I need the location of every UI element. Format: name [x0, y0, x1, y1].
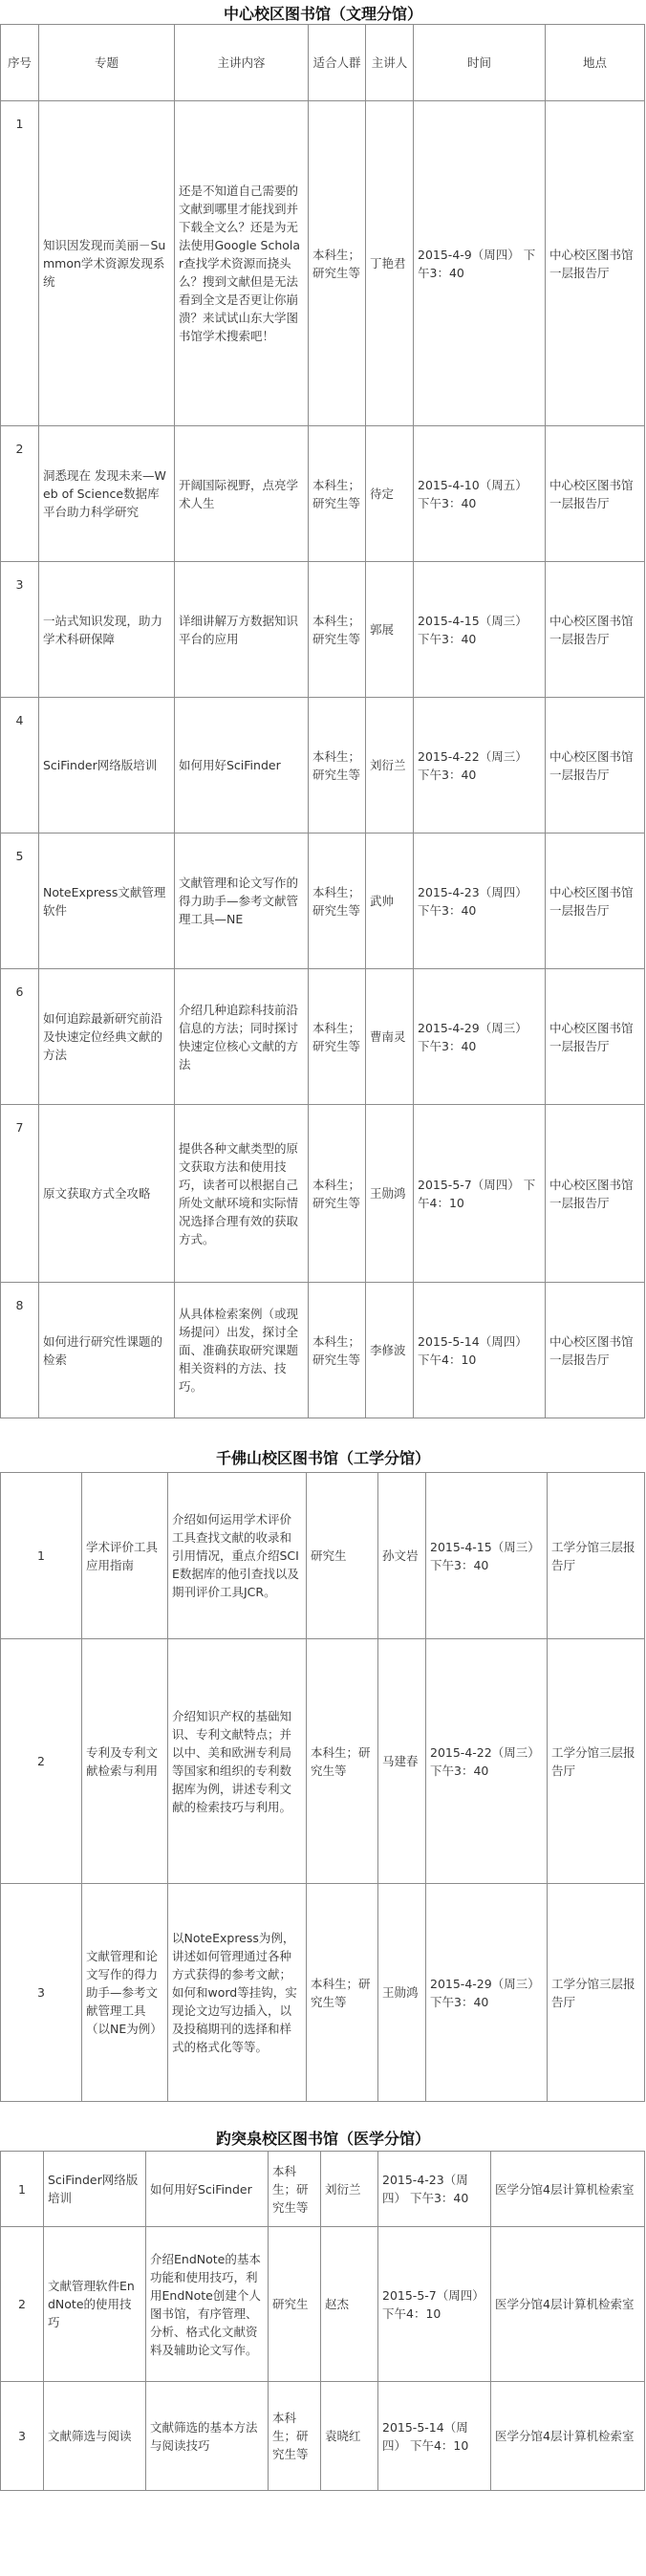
cell-location: 工学分馆三层报告厅	[548, 1639, 645, 1884]
cell-time: 2015-5-7（周四） 下午4：10	[378, 2227, 491, 2382]
cell-index: 7	[1, 1105, 39, 1283]
cell-audience: 本科生；研究生等	[309, 698, 366, 833]
cell-topic: 专利及专利文献检索与利用	[82, 1639, 168, 1884]
cell-content: 文献筛选的基本方法与阅读技巧	[146, 2382, 269, 2491]
cell-time: 2015-5-7（周四） 下午4：10	[414, 1105, 546, 1283]
cell-time: 2015-5-14（周四） 下午4：10	[378, 2382, 491, 2491]
cell-location: 中心校区图书馆 一层报告厅	[546, 1105, 645, 1283]
cell-content: 介绍如何运用学术评价工具查找文献的收录和引用情况，重点介绍SCIE数据库的他引查找以及期刊评价工具JCR。	[168, 1473, 307, 1639]
cell-speaker: 孙文岩	[378, 1473, 426, 1639]
cell-index: 4	[1, 698, 39, 833]
table-row	[1, 1639, 645, 1884]
table-row	[1, 562, 645, 698]
cell-audience: 本科生；研究生等	[309, 969, 366, 1105]
cell-audience: 本科生；研究生等	[309, 833, 366, 969]
header-topic: 专题	[39, 25, 175, 101]
cell-audience: 本科生；研究生等	[307, 1639, 378, 1884]
cell-location: 工学分馆三层报告厅	[548, 1473, 645, 1639]
cell-speaker: 赵杰	[321, 2227, 378, 2382]
table-row	[1, 426, 645, 562]
cell-time: 2015-4-29（周三） 下午3：40	[414, 969, 546, 1105]
cell-audience: 本科生；研究生等	[309, 426, 366, 562]
cell-audience: 本科生；研究生等	[309, 562, 366, 698]
cell-speaker: 武帅	[366, 833, 414, 969]
header-content: 主讲内容	[175, 25, 309, 101]
cell-speaker: 马建春	[378, 1639, 426, 1884]
cell-content: 从具体检索案例（或现场提问）出发，探讨全面、准确获取研究课题相关资料的方法、技巧。	[175, 1283, 309, 1418]
cell-location: 医学分馆4层计算机检索室	[491, 2152, 645, 2227]
cell-time: 2015-4-23（周四） 下午3：40	[378, 2152, 491, 2227]
cell-location: 中心校区图书馆 一层报告厅	[546, 969, 645, 1105]
cell-content: 提供各种文献类型的原文获取方法和使用技巧，读者可以根据自己所处文献环境和实际情况选择合理有效的获取方式。	[175, 1105, 309, 1283]
cell-index: 1	[1, 101, 39, 426]
section-title-yixue: 趵突泉校区图书馆（医学分馆）	[215, 2130, 430, 2148]
cell-topic: SciFinder网络版培训	[39, 698, 175, 833]
cell-index: 8	[1, 1283, 39, 1418]
cell-time: 2015-4-15（周三） 下午3：40	[414, 562, 546, 698]
cell-location: 中心校区图书馆 一层报告厅	[546, 833, 645, 969]
header-speaker: 主讲人	[366, 25, 414, 101]
cell-content: 介绍知识产权的基础知识、专利文献特点；并以中、美和欧洲专利局等国家和组织的专利数据库为例，讲述专利文献的检索技巧与利用。	[168, 1639, 307, 1884]
cell-audience: 本科生；研究生等	[307, 1884, 378, 2102]
cell-audience: 本科生；研究生等	[309, 1283, 366, 1418]
cell-time: 2015-4-10（周五） 下午3：40	[414, 426, 546, 562]
cell-location: 中心校区图书馆 一层报告厅	[546, 562, 645, 698]
cell-index: 2	[1, 426, 39, 562]
cell-location: 工学分馆三层报告厅	[548, 1884, 645, 2102]
cell-index: 6	[1, 969, 39, 1105]
cell-time: 2015-4-22（周三） 下午3：40	[426, 1639, 548, 1884]
cell-topic: 一站式知识发现，助力学术科研保障	[39, 562, 175, 698]
cell-topic: 如何追踪最新研究前沿及快速定位经典文献的方法	[39, 969, 175, 1105]
schedule-table-gongxue	[0, 1472, 645, 2102]
cell-audience: 本科生；研究生等	[309, 101, 366, 426]
cell-content: 如何用好SciFinder	[175, 698, 309, 833]
cell-speaker: 曹南灵	[366, 969, 414, 1105]
table-row	[1, 2382, 645, 2491]
cell-audience: 本科生；研究生等	[269, 2152, 321, 2227]
cell-time: 2015-4-22（周三） 下午3：40	[414, 698, 546, 833]
cell-speaker: 待定	[366, 426, 414, 562]
cell-content: 如何用好SciFinder	[146, 2152, 269, 2227]
cell-location: 医学分馆4层计算机检索室	[491, 2382, 645, 2491]
cell-topic: 文献筛选与阅读	[44, 2382, 146, 2491]
cell-audience: 研究生	[269, 2227, 321, 2382]
section-title-gongxue: 千佛山校区图书馆（工学分馆）	[215, 1449, 430, 1467]
table-row	[1, 2152, 645, 2227]
cell-content: 介绍EndNote的基本功能和使用技巧，利用EndNote创建个人图书馆，有序管理、分析、格式化文献资料及辅助论文写作。	[146, 2227, 269, 2382]
cell-index: 3	[1, 562, 39, 698]
table-row	[1, 969, 645, 1105]
cell-location: 中心校区图书馆一层报告厅	[546, 101, 645, 426]
cell-speaker: 王勋鸿	[366, 1105, 414, 1283]
section-title-wenli: 中心校区图书馆（文理分馆）	[223, 5, 422, 23]
cell-topic: 如何进行研究性课题的检索	[39, 1283, 175, 1418]
cell-time: 2015-4-29（周三） 下午3：40	[426, 1884, 548, 2102]
table-row	[1, 1283, 645, 1418]
table-row	[1, 1884, 645, 2102]
cell-speaker: 李修波	[366, 1283, 414, 1418]
cell-topic: NoteExpress文献管理软件	[39, 833, 175, 969]
cell-topic: 洞悉现在 发现未来—Web of Science数据库平台助力科学研究	[39, 426, 175, 562]
cell-speaker: 袁晓红	[321, 2382, 378, 2491]
cell-content: 文献管理和论文写作的得力助手—参考文献管理工具—NE	[175, 833, 309, 969]
cell-content: 详细讲解万方数据知识平台的应用	[175, 562, 309, 698]
cell-index: 3	[1, 1884, 82, 2102]
cell-location: 中心校区图书馆 一层报告厅	[546, 1283, 645, 1418]
table-row	[1, 101, 645, 426]
cell-topic: 学术评价工具应用指南	[82, 1473, 168, 1639]
table-row	[1, 1473, 645, 1639]
cell-time: 2015-4-15（周三） 下午3：40	[426, 1473, 548, 1639]
cell-index: 2	[1, 2227, 44, 2382]
cell-audience: 本科生；研究生等	[309, 1105, 366, 1283]
cell-content: 介绍几种追踪科技前沿信息的方法；同时探讨快速定位核心文献的方法	[175, 969, 309, 1105]
cell-time: 2015-5-14（周四） 下午4：10	[414, 1283, 546, 1418]
cell-content: 还是不知道自己需要的文献到哪里才能找到并下载全文么？还是为无法使用Google Scholar查找学术资源而挠头么？搜到文献但是无法看到全文是否更让你崩溃？来试试山东大学图书馆学术搜索吧！	[175, 101, 309, 426]
schedule-table-yixue	[0, 2151, 645, 2491]
cell-speaker: 郭展	[366, 562, 414, 698]
cell-audience: 研究生	[307, 1473, 378, 1639]
cell-topic: SciFinder网络版培训	[44, 2152, 146, 2227]
cell-time: 2015-4-9（周四） 下午3：40	[414, 101, 546, 426]
cell-content: 开阔国际视野，点亮学术人生	[175, 426, 309, 562]
cell-audience: 本科生；研究生等	[269, 2382, 321, 2491]
cell-topic: 文献管理软件EndNote的使用技巧	[44, 2227, 146, 2382]
table-row	[1, 2227, 645, 2382]
cell-location: 中心校区图书馆 一层报告厅	[546, 426, 645, 562]
schedule-table-wenli	[0, 24, 645, 1418]
cell-index: 1	[1, 2152, 44, 2227]
header-index: 序号	[1, 25, 39, 101]
cell-speaker: 刘衍兰	[366, 698, 414, 833]
cell-topic: 知识因发现而美丽－Summon学术资源发现系统	[39, 101, 175, 426]
cell-index: 5	[1, 833, 39, 969]
table-row	[1, 833, 645, 969]
table-header-row	[1, 25, 645, 101]
cell-speaker: 王勋鸿	[378, 1884, 426, 2102]
cell-index: 2	[1, 1639, 82, 1884]
cell-index: 1	[1, 1473, 82, 1639]
cell-time: 2015-4-23（周四） 下午3：40	[414, 833, 546, 969]
cell-topic: 原文获取方式全攻略	[39, 1105, 175, 1283]
header-location: 地点	[546, 25, 645, 101]
cell-speaker: 丁艳君	[366, 101, 414, 426]
cell-location: 医学分馆4层计算机检索室	[491, 2227, 645, 2382]
cell-speaker: 刘衍兰	[321, 2152, 378, 2227]
header-time: 时间	[414, 25, 546, 101]
cell-content: 以NoteExpress为例，讲述如何管理通过各种方式获得的参考文献；如何和word等挂钩，实现论文边写边插入，以及投稿期刊的选择和样式的格式化等等。	[168, 1884, 307, 2102]
cell-topic: 文献管理和论文写作的得力助手—参考文献管理工具（以NE为例）	[82, 1884, 168, 2102]
table-row	[1, 698, 645, 833]
cell-location: 中心校区图书馆 一层报告厅	[546, 698, 645, 833]
cell-index: 3	[1, 2382, 44, 2491]
header-audience: 适合人群	[309, 25, 366, 101]
table-row	[1, 1105, 645, 1283]
